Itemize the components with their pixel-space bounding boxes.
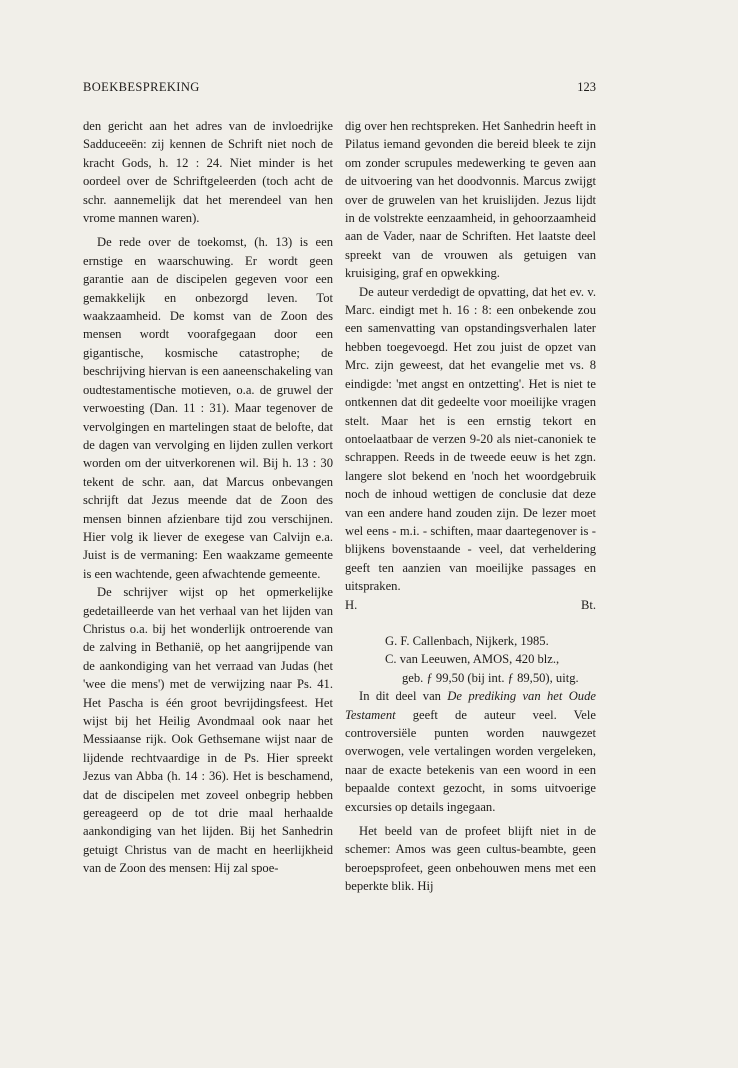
price-line: geb. ƒ 99,50 (bij int. ƒ 89,50), uitg. — [402, 670, 579, 685]
right-column — [345, 117, 596, 896]
bibliographic-entry — [345, 632, 596, 687]
paragraph: De schrijver wijst op het opmerkelijke gedetailleerde van het verhaal van het lijden van Christus o.a. bij het wonderlijk ontroerende van de zalving in Bethanië, op het aangrijpende van de aankondiging van het verraad van Judas (het 'wee die mens') met de verwijzing naar Ps. 41. Het Pascha is één groot bevrijdingsfeest. Het wijst bij het Heilig Avondmaal ook naar het Messiaanse rijk. Ook Gethsemane wijst naar de lijdende rechtvaardige in de Ps. Hier spreekt Jezus van Abba (h. 14 : 36). Het is beschamend, dat de discipelen met zoveel onbegrip hebben gereageerd op de tot drie maal herhaalde aankondiging van het lijden. Bij het Sanhedrin getuigt Christus van de macht en heerlijkheid van de Zoon des mensen: Hij zal spoe- — [83, 585, 333, 876]
review-signature — [345, 596, 596, 614]
signature-author: Bt. — [580, 597, 596, 612]
paragraph: dig over hen rechtspreken. Het Sanhedrin heeft in Pilatus iemand gevonden die bereid bleek te zijn om zonder scrupules medewerking te geven aan de uitvoering van het doodvonnis. Marcus zwijgt over de gruwelen van het kruislijden. Jezus lijdt in de volstrekte eenzaamheid, in gehoorzaamheid aan de Vader, naar de Schriften. Het laatste deel spreekt van de vrouwen als getuigen van kruisiging, graf en opwekking. — [345, 119, 596, 281]
book-title-line: C. van Leeuwen, AMOS, 420 blz., — [385, 652, 560, 667]
running-head: BOEKBESPREKING — [83, 80, 200, 94]
series-title: De prediking van het Oude Testament — [345, 689, 596, 722]
paragraph-text: geeft de auteur veel. Vele controversiële punten worden nauwgezet overwogen, vele vertalingen worden vergeleken, naar de exacte betekenis van een woord in een bepaalde context gezocht, in soms uitvoerige excursies op details ingegaan. — [345, 707, 596, 814]
paragraph: De rede over de toekomst, (h. 13) is een ernstige en waarschuwing. Er wordt geen garantie aan de discipelen gegeven voor een gemakkelijk en onbezorgd leven. Tot waakzaamheid. De komst van de Zoon des mensen wordt voorafgegaan door een gigantische, kosmische catastrophe; de beschrijving hiervan is een aaneenschakeling van oudtestamentische motieven, o.a. de gruwel der verwoesting (Dan. 11 : 31). Maar tegenover de vervolgingen en martelingen staat de belofte, dat de dagen van vervolging en lijden zullen verkort worden om der uitverkorenen wil. Bij h. 13 : 30 tekent de schr. aan, dat Marcus onbevangen schrijft dat Jezus meende dat de Zoon des mensen binnen afzienbare tijd zou verschijnen. Hier volg ik liever de exegese van Calvijn e.a. Juist is de vermaning: Een waakzame gemeente is een wachtende, geen afwachtende gemeente. — [83, 235, 333, 581]
paragraph: den gericht aan het adres van de invloedrijke Sadduceeën: zij kennen de Schrift niet noch de kracht Gods, h. 12 : 24. Niet minder is het oordeel over de Schriftgeleerden (toch acht de schr. aannemelijk dat het merendeel van hen vrome mannen waren). — [83, 119, 333, 226]
paragraph-text: In dit deel van — [359, 689, 448, 704]
publisher-line: G. F. Callenbach, Nijkerk, 1985. — [385, 633, 549, 648]
left-column — [83, 117, 333, 878]
paragraph: Het beeld van de profeet blijft niet in de schemer: Amos was geen cultus-beambte, geen beroepsprofeet, geen onbehouwen mens met een beperkte blik. Hij — [345, 824, 596, 894]
paragraph: De auteur verdedigt de opvatting, dat het ev. v. Marc. eindigt met h. 16 : 8: een onbekende zou een samenvatting van opstandingsverhalen later hebben toegevoegd. Het zou juist de opzet van Mrc. zijn geweest, dat het evangelie met vs. 8 eindigde: 'met angst en ontzetting'. Het is niet te ontkennen dat dit gedeelte voor moeilijke vragen stelt. Maar het is een ernstig tekort en ontoelaatbaar de verzen 9-20 als niet-canoniek te schrappen. Reeds in de tweede eeuw is het zgn. langere slot bekend en 'noch het woordgebruik noch de inhoud wettigen de conclusie dat deze van een andere hand zouden zijn. De lezer moet wel eens - m.i. - schiften, maar daartegenover is - blijkens bovenstaande - veel, dat verheldering geeft ten aanzien van moeilijke passages en uitspraken. — [345, 284, 596, 594]
paragraph — [345, 687, 596, 816]
page-header — [83, 80, 596, 100]
page-number: 123 — [577, 80, 596, 94]
signature-initial: H. — [345, 597, 358, 612]
